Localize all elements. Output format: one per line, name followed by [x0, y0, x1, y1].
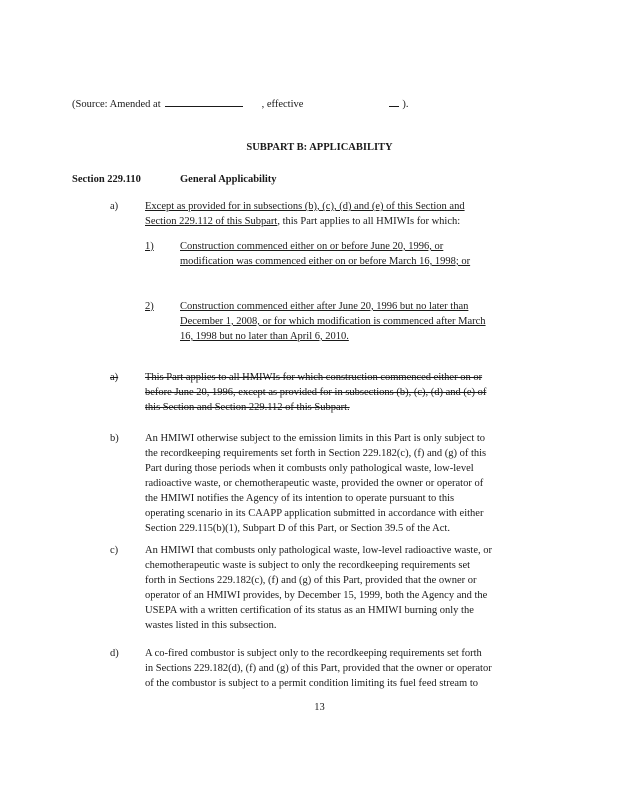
item-2-line: Construction commenced either after June 20, 1996 but no later than	[180, 301, 469, 312]
para-b-line: An HMIWI otherwise subject to the emission limits in this Part is only subject to	[145, 433, 486, 444]
para-d	[145, 646, 549, 691]
para-c-line: operator of an HMIWI provides, by December 15, 1999, both the Agency and the	[145, 590, 488, 601]
item-1-label: 1)	[145, 241, 154, 252]
para-b-line: operating scenario in its CAAPP application submitted in accordance with either	[145, 508, 484, 519]
para-d-line: in Sections 229.182(d), (f) and (g) of this Part, provided that the owner or operator	[145, 663, 492, 674]
para-b-line: radioactive waste, or chemotherapeutic waste, provided the owner or operator of	[145, 478, 484, 489]
para-c-line: chemotherapeutic waste is subject to only the recordkeeping requirements set	[145, 560, 471, 571]
item-1	[180, 239, 540, 269]
para-c-label: c)	[110, 545, 119, 556]
item-1-line: modification was commenced either on or before March 16, 1998; or	[180, 256, 471, 267]
item-2	[180, 299, 540, 344]
para-a-new-line: , this Part applies to all HMIWIs for which:	[277, 216, 461, 227]
subpart-heading: SUBPART B: APPLICABILITY	[246, 142, 393, 153]
para-b-line: Part during those periods when it combusts only pathological waste, low-level	[145, 463, 474, 474]
para-d-line: A co-fired combustor is subject only to the recordkeeping requirements set forth	[145, 648, 482, 659]
para-a-new	[145, 199, 549, 229]
para-d-label: d)	[110, 648, 119, 659]
para-a-new-line: Except as provided for in subsections (b), (c), (d) and (e) of this Section and	[145, 201, 465, 212]
item-2-line: 16, 1998 but no later than April 6, 2010.	[180, 331, 349, 342]
page-number: 13	[314, 702, 325, 713]
para-b-label: b)	[110, 433, 119, 444]
para-d-line: of the combustor is subject to a permit condition limiting its fuel feed stream to	[145, 678, 479, 689]
item-2-label: 2)	[145, 301, 154, 312]
para-c-line: forth in Sections 229.182(c), (f) and (g) of this Part, provided that the owner or	[145, 575, 477, 586]
para-a-old-label: a)	[110, 372, 119, 383]
para-b-line: Section 229.115(b)(1), Subpart D of this Part, or Section 39.5 of the Act.	[145, 523, 450, 534]
source-close: ).	[402, 99, 409, 110]
amended-at-blank	[165, 95, 243, 107]
para-c	[145, 543, 549, 633]
para-c-line: An HMIWI that combusts only pathological waste, low-level radioactive waste, or	[145, 545, 492, 556]
section-number: Section 229.110	[72, 174, 141, 185]
source-open: (Source: Amended at	[72, 99, 161, 110]
para-a-new-label: a)	[110, 201, 119, 212]
para-a-old-line: this Section and Section 229.112 of this Subpart.	[145, 402, 350, 413]
effective-date-blank	[389, 95, 399, 107]
para-b-line: the recordkeeping requirements set forth in Section 229.182(c), (f) and (g) of this	[145, 448, 487, 459]
source-note	[72, 95, 409, 112]
para-c-line: wastes listed in this subsection.	[145, 620, 277, 631]
para-c-line: USEPA with a written certification of its status as an HMIWI burning only the	[145, 605, 474, 616]
para-a-old	[145, 370, 549, 415]
para-b-line: the HMIWI notifies the Agency of its intention to operate pursuant to this	[145, 493, 455, 504]
para-a-new-line: Section 229.112 of this Subpart	[145, 216, 278, 227]
para-a-old-line: before June 20, 1996, except as provided for in subsections (b), (c), (d) and (e) of	[145, 387, 487, 398]
item-2-line: December 1, 2008, or for which modification is commenced after March	[180, 316, 486, 327]
source-effective: , effective	[261, 99, 304, 110]
section-title: General Applicability	[180, 174, 277, 185]
para-a-old-line: This Part applies to all HMIWIs for which construction commenced either on or	[145, 372, 483, 383]
item-1-line: Construction commenced either on or before June 20, 1996, or	[180, 241, 444, 252]
para-b	[145, 431, 549, 536]
